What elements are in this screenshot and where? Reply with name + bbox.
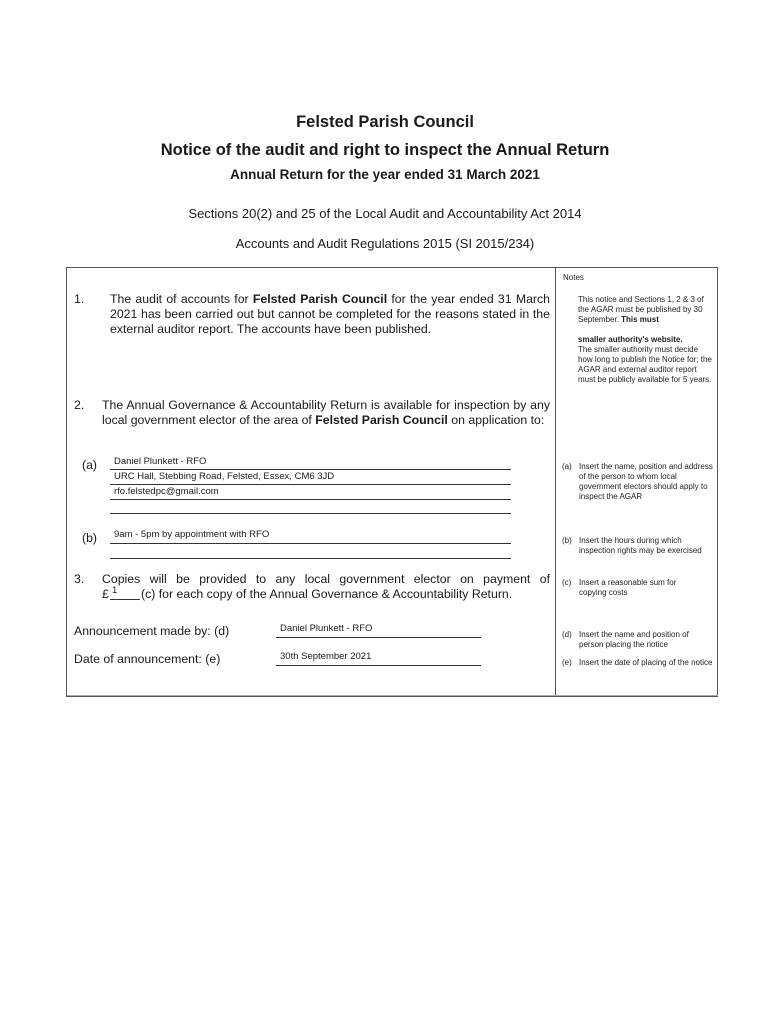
section-3-text: Copies will be provided to any local government elector on payment of	[102, 572, 550, 586]
field-b-line1[interactable]: 9am - 5pm by appointment with RFO	[114, 529, 270, 540]
field-a-line2[interactable]: URC Hall, Stebbing Road, Felsted, Essex, CM6 3JD	[114, 471, 335, 482]
note-d-text: Insert the name and position of person placing the notice	[579, 630, 689, 649]
announcement-made-by-label: Announcement made by: (d)	[74, 624, 230, 638]
section-2-text	[102, 398, 550, 428]
notes-intro-1: This notice and Sections 1, 2 & 3 of the AGAR must be published by 30 September.	[578, 295, 704, 324]
box-bottom-line	[67, 695, 718, 696]
notes-intro-bold-1: This must	[621, 315, 659, 324]
section-2-number: 2.	[74, 398, 85, 412]
note-e-text: Insert the date of placing of the notice	[579, 658, 713, 667]
note-c-label: (c)	[562, 578, 572, 587]
notes-intro-2: The smaller authority must decide how long to publish the Notice for; the AGAR and external auditor report must be publicly available for 5 years.	[578, 345, 712, 384]
section-3-suffix: (c) for each copy of the Annual Governance & Accountability Return.	[141, 587, 513, 601]
note-b-label: (b)	[562, 536, 572, 545]
field-a-underline-1	[110, 469, 511, 470]
note-a-text: Insert the name, position and address of the person to whom local government electors should apply to inspect the AGAR	[579, 462, 713, 501]
section-1-post: for the year ended 31 March 2021 has been carried out but cannot be completed for the reasons stated in the external auditor report. The accounts have been published.	[110, 292, 550, 336]
note-b-text: Insert the hours during which inspection rights may be exercised	[579, 536, 702, 555]
note-a-label: (a)	[562, 462, 572, 471]
section-2-pre: The Annual Governance & Accountability Return is available for inspection by any local government elector of the area of	[102, 398, 550, 427]
made-by-underline	[276, 637, 481, 638]
year-line: Annual Return for the year ended 31 March 2021	[230, 167, 540, 182]
copy-cost-underline	[110, 599, 140, 600]
note-d-label: (d)	[562, 630, 572, 639]
announcement-date-value[interactable]: 30th September 2021	[280, 651, 372, 662]
council-title: Felsted Parish Council	[296, 113, 474, 131]
copy-cost-amount[interactable]: 1	[112, 585, 118, 596]
field-b-label: (b)	[82, 531, 98, 545]
date-underline	[276, 665, 481, 666]
field-a-underline-4	[110, 513, 511, 514]
notice-title: Notice of the audit and right to inspect the Annual Return	[160, 141, 610, 159]
field-a-line1[interactable]: Daniel Plunkett - RFO	[114, 456, 207, 467]
section-1-text	[110, 292, 550, 337]
note-c-text: Insert a reasonable sum for copying costs	[579, 578, 677, 597]
section-1-council: Felsted Parish Council	[252, 292, 388, 306]
section-1-pre: The audit of accounts for	[110, 292, 253, 306]
field-a-underline-3	[110, 499, 511, 500]
announcement-date-label: Date of announcement: (e)	[74, 652, 221, 666]
regulations-line: Accounts and Audit Regulations 2015 (SI 2015/234)	[235, 236, 535, 251]
section-2-post: on application to:	[447, 413, 545, 427]
section-3-number: 3.	[74, 572, 85, 586]
notes-intro	[578, 295, 714, 385]
field-b-underline-1	[110, 543, 511, 544]
act-line: Sections 20(2) and 25 of the Local Audit and Accountability Act 2014	[188, 206, 582, 221]
field-a-label: (a)	[82, 458, 98, 472]
section-3-currency: £	[102, 587, 109, 601]
notes-intro-bold-2: smaller authority's website.	[578, 335, 683, 344]
field-a-underline-2	[110, 484, 511, 485]
section-2-council: Felsted Parish Council	[315, 413, 448, 427]
notes-label: Notes	[563, 273, 584, 282]
notes-column-divider	[555, 267, 556, 697]
announcement-made-by-value[interactable]: Daniel Plunkett - RFO	[280, 623, 373, 634]
section-1-number: 1.	[74, 292, 85, 306]
field-b-underline-2	[110, 558, 511, 559]
field-a-line3[interactable]: rfo.felstedpc@gmail.com	[114, 486, 219, 497]
note-e-label: (e)	[562, 658, 572, 667]
